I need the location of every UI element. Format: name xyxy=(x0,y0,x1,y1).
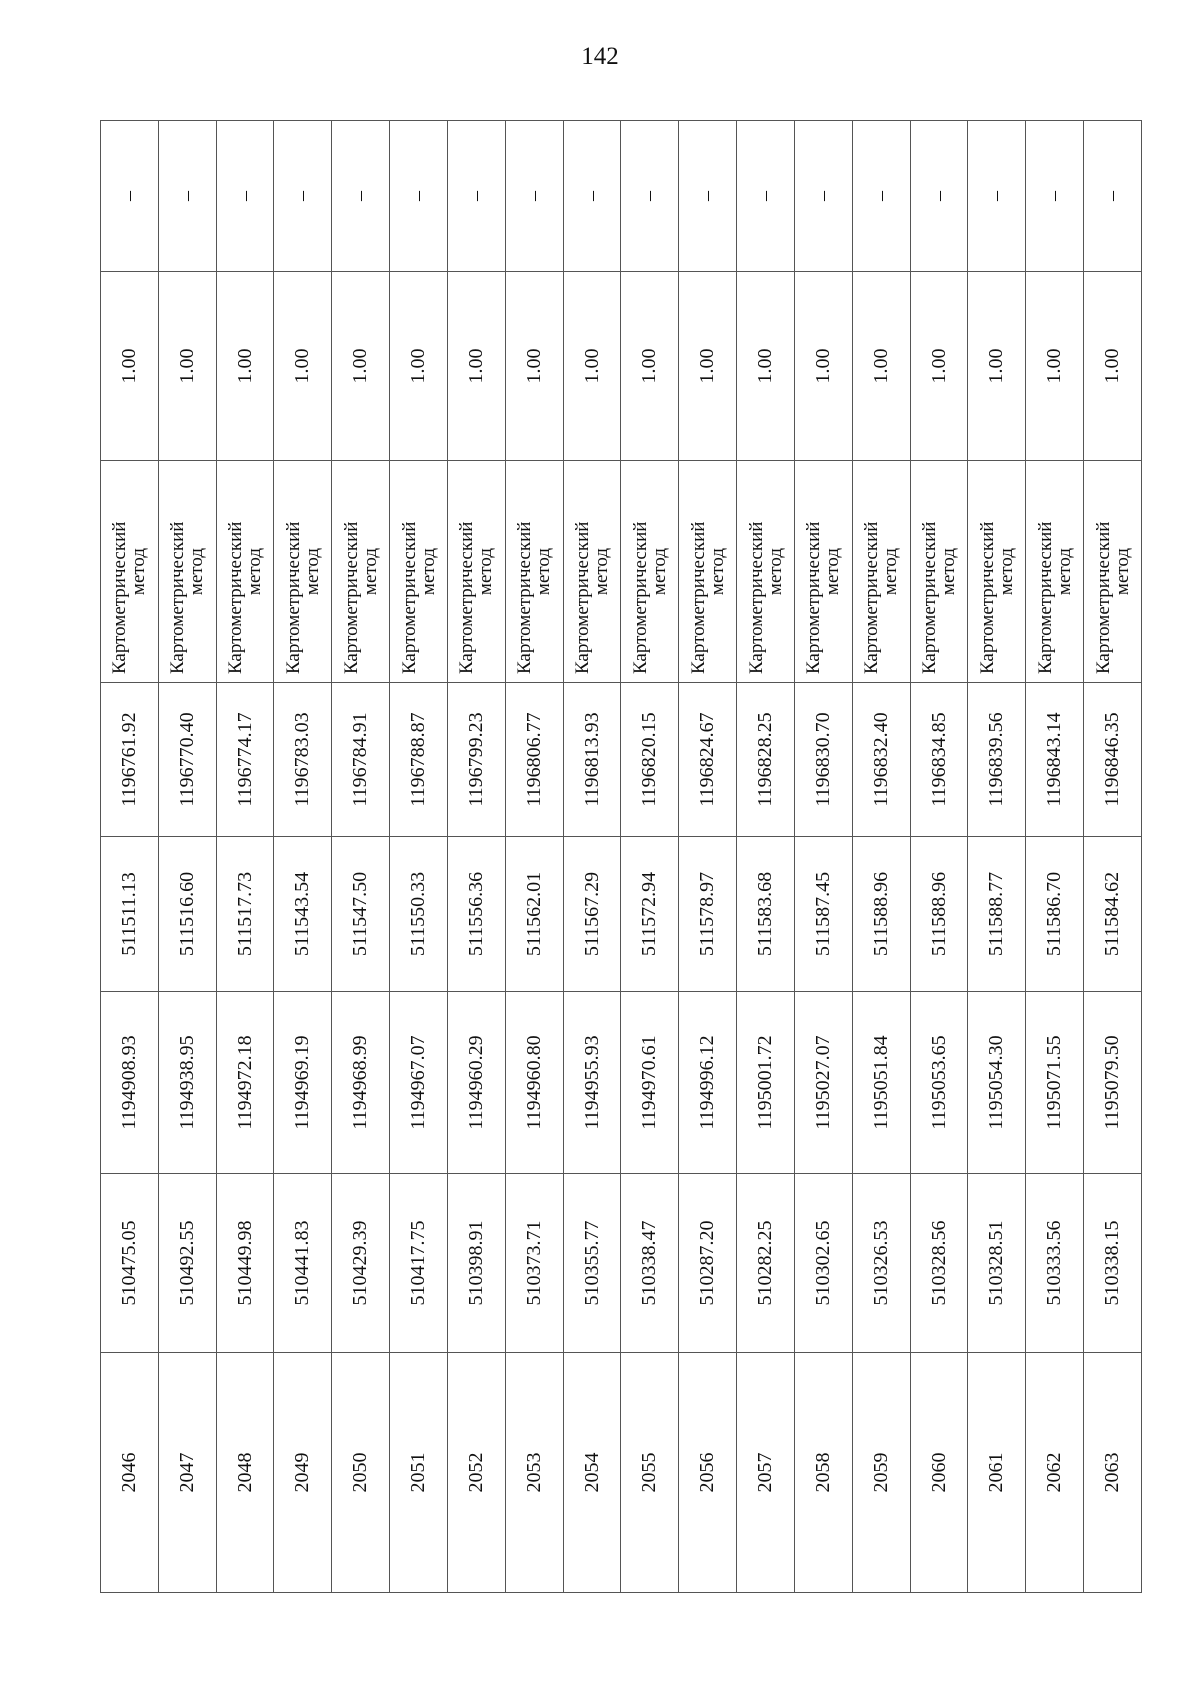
note-cell: – xyxy=(1026,121,1084,272)
note-cell: – xyxy=(910,121,968,272)
x-coordinate-cell: 510373.71 xyxy=(505,1174,563,1353)
method-line-1: Картометрический xyxy=(282,521,304,674)
y-coordinate-cell: 1194938.95 xyxy=(158,992,216,1174)
table-row xyxy=(1026,121,1084,1593)
method-cell xyxy=(737,461,795,683)
note-cell: – xyxy=(390,121,448,272)
note-cell: – xyxy=(505,121,563,272)
method-line-1: Картометрический xyxy=(1092,521,1114,674)
method-line-1: Картометрический xyxy=(1034,521,1056,674)
y-coordinate-2-cell: 1196784.91 xyxy=(332,683,390,837)
method-line-2: метод xyxy=(186,547,208,596)
method-line-1: Картометрический xyxy=(398,521,420,674)
table-row xyxy=(216,121,274,1593)
accuracy-cell: 1.00 xyxy=(621,272,679,461)
coordinates-table-wrapper xyxy=(100,121,1142,1593)
x-coordinate-2-cell: 511586.70 xyxy=(1026,837,1084,992)
x-coordinate-2-cell: 511588.96 xyxy=(910,837,968,992)
method-line-2: метод xyxy=(648,547,670,596)
table-row xyxy=(390,121,448,1593)
coordinates-table xyxy=(100,120,1142,1593)
y-coordinate-2-cell: 1196830.70 xyxy=(794,683,852,837)
y-coordinate-2-cell: 1196828.25 xyxy=(737,683,795,837)
x-coordinate-2-cell: 511516.60 xyxy=(158,837,216,992)
y-coordinate-cell: 1194908.93 xyxy=(101,992,159,1174)
y-coordinate-2-cell: 1196820.15 xyxy=(621,683,679,837)
y-coordinate-2-cell: 1196824.67 xyxy=(679,683,737,837)
table-row xyxy=(910,121,968,1593)
x-coordinate-cell: 510355.77 xyxy=(563,1174,621,1353)
accuracy-cell: 1.00 xyxy=(505,272,563,461)
method-line-1: Картометрический xyxy=(745,521,767,674)
y-coordinate-cell: 1194969.19 xyxy=(274,992,332,1174)
table-row xyxy=(621,121,679,1593)
x-coordinate-cell: 510417.75 xyxy=(390,1174,448,1353)
x-coordinate-cell: 510282.25 xyxy=(737,1174,795,1353)
y-coordinate-2-cell: 1196799.23 xyxy=(447,683,505,837)
method-line-2: метод xyxy=(706,547,728,596)
table-row xyxy=(332,121,390,1593)
y-coordinate-2-cell: 1196834.85 xyxy=(910,683,968,837)
note-cell: – xyxy=(852,121,910,272)
point-number-cell: 2057 xyxy=(737,1353,795,1593)
method-cell xyxy=(158,461,216,683)
table-row xyxy=(563,121,621,1593)
y-coordinate-cell: 1194996.12 xyxy=(679,992,737,1174)
x-coordinate-cell: 510338.47 xyxy=(621,1174,679,1353)
x-coordinate-cell: 510328.51 xyxy=(968,1174,1026,1353)
accuracy-cell: 1.00 xyxy=(1084,272,1142,461)
point-number-cell: 2054 xyxy=(563,1353,621,1593)
note-cell: – xyxy=(1084,121,1142,272)
x-coordinate-2-cell: 511584.62 xyxy=(1084,837,1142,992)
method-cell xyxy=(274,461,332,683)
method-line-1: Картометрический xyxy=(687,521,709,674)
y-coordinate-2-cell: 1196774.17 xyxy=(216,683,274,837)
method-line-1: Картометрический xyxy=(861,521,883,674)
method-cell xyxy=(563,461,621,683)
y-coordinate-cell: 1195053.65 xyxy=(910,992,968,1174)
method-line-2: метод xyxy=(533,547,555,596)
point-number-cell: 2055 xyxy=(621,1353,679,1593)
point-number-cell: 2046 xyxy=(101,1353,159,1593)
method-cell xyxy=(852,461,910,683)
method-cell xyxy=(794,461,852,683)
method-line-2: метод xyxy=(938,547,959,596)
y-coordinate-2-cell: 1196761.92 xyxy=(101,683,159,837)
x-coordinate-cell: 510328.56 xyxy=(910,1174,968,1353)
point-number-cell: 2047 xyxy=(158,1353,216,1593)
y-coordinate-cell: 1195027.07 xyxy=(794,992,852,1174)
y-coordinate-cell: 1194955.93 xyxy=(563,992,621,1174)
x-coordinate-2-cell: 511547.50 xyxy=(332,837,390,992)
method-line-1: Картометрический xyxy=(629,521,651,674)
method-cell xyxy=(505,461,563,683)
y-coordinate-2-cell: 1196806.77 xyxy=(505,683,563,837)
y-coordinate-cell: 1194967.07 xyxy=(390,992,448,1174)
method-line-2: метод xyxy=(1053,547,1075,596)
note-cell: – xyxy=(332,121,390,272)
method-cell xyxy=(910,461,968,683)
method-line-1: Картометрический xyxy=(514,521,536,674)
method-line-1: Картометрический xyxy=(225,521,247,674)
x-coordinate-cell: 510398.91 xyxy=(447,1174,505,1353)
x-coordinate-2-cell: 511567.29 xyxy=(563,837,621,992)
y-coordinate-cell: 1195071.55 xyxy=(1026,992,1084,1174)
y-coordinate-cell: 1194970.61 xyxy=(621,992,679,1174)
point-number-cell: 2056 xyxy=(679,1353,737,1593)
point-number-cell: 2060 xyxy=(910,1353,968,1593)
accuracy-cell: 1.00 xyxy=(332,272,390,461)
y-coordinate-2-cell: 1196846.35 xyxy=(1084,683,1142,837)
x-coordinate-2-cell: 511511.13 xyxy=(101,837,159,992)
accuracy-cell: 1.00 xyxy=(447,272,505,461)
table-row xyxy=(1084,121,1142,1593)
y-coordinate-cell: 1195079.50 xyxy=(1084,992,1142,1174)
method-cell xyxy=(216,461,274,683)
accuracy-cell: 1.00 xyxy=(216,272,274,461)
point-number-cell: 2048 xyxy=(216,1353,274,1593)
x-coordinate-cell: 510333.56 xyxy=(1026,1174,1084,1353)
accuracy-cell: 1.00 xyxy=(158,272,216,461)
method-line-2: метод xyxy=(359,547,381,596)
x-coordinate-cell: 510302.65 xyxy=(794,1174,852,1353)
note-cell: – xyxy=(274,121,332,272)
x-coordinate-2-cell: 511572.94 xyxy=(621,837,679,992)
note-cell: – xyxy=(968,121,1026,272)
y-coordinate-cell: 1195054.30 xyxy=(968,992,1026,1174)
y-coordinate-cell: 1194972.18 xyxy=(216,992,274,1174)
method-cell xyxy=(679,461,737,683)
x-coordinate-2-cell: 511587.45 xyxy=(794,837,852,992)
method-line-2: метод xyxy=(591,547,613,596)
method-line-2: метод xyxy=(475,547,497,596)
x-coordinate-2-cell: 511583.68 xyxy=(737,837,795,992)
x-coordinate-2-cell: 511543.54 xyxy=(274,837,332,992)
y-coordinate-2-cell: 1196832.40 xyxy=(852,683,910,837)
note-cell: – xyxy=(101,121,159,272)
method-cell xyxy=(332,461,390,683)
x-coordinate-2-cell: 511517.73 xyxy=(216,837,274,992)
point-number-cell: 2063 xyxy=(1084,1353,1142,1593)
method-line-1: Картометрический xyxy=(919,521,940,674)
method-line-2: метод xyxy=(764,547,786,596)
note-cell: – xyxy=(216,121,274,272)
table-row xyxy=(274,121,332,1593)
method-line-1: Картометрический xyxy=(456,521,478,674)
y-coordinate-2-cell: 1196839.56 xyxy=(968,683,1026,837)
method-line-1: Картометрический xyxy=(109,521,131,674)
note-cell: – xyxy=(621,121,679,272)
method-line-1: Картометрический xyxy=(340,521,362,674)
method-cell xyxy=(968,461,1026,683)
note-cell: – xyxy=(563,121,621,272)
point-number-cell: 2062 xyxy=(1026,1353,1084,1593)
point-number-cell: 2051 xyxy=(390,1353,448,1593)
method-cell xyxy=(390,461,448,683)
method-line-2: метод xyxy=(128,547,150,596)
method-line-2: метод xyxy=(301,547,323,596)
point-number-cell: 2061 xyxy=(968,1353,1026,1593)
x-coordinate-2-cell: 511588.77 xyxy=(968,837,1026,992)
x-coordinate-cell: 510441.83 xyxy=(274,1174,332,1353)
x-coordinate-2-cell: 511556.36 xyxy=(447,837,505,992)
accuracy-cell: 1.00 xyxy=(390,272,448,461)
y-coordinate-2-cell: 1196788.87 xyxy=(390,683,448,837)
table-row xyxy=(794,121,852,1593)
y-coordinate-2-cell: 1196843.14 xyxy=(1026,683,1084,837)
x-coordinate-cell: 510449.98 xyxy=(216,1174,274,1353)
accuracy-cell: 1.00 xyxy=(968,272,1026,461)
table-row xyxy=(679,121,737,1593)
method-line-2: метод xyxy=(880,547,902,596)
x-coordinate-cell: 510429.39 xyxy=(332,1174,390,1353)
point-number-cell: 2049 xyxy=(274,1353,332,1593)
point-number-cell: 2058 xyxy=(794,1353,852,1593)
y-coordinate-2-cell: 1196783.03 xyxy=(274,683,332,837)
method-line-1: Картометрический xyxy=(976,521,998,674)
x-coordinate-cell: 510287.20 xyxy=(679,1174,737,1353)
method-cell xyxy=(447,461,505,683)
table-row xyxy=(737,121,795,1593)
y-coordinate-cell: 1195051.84 xyxy=(852,992,910,1174)
point-number-cell: 2052 xyxy=(447,1353,505,1593)
y-coordinate-cell: 1194960.29 xyxy=(447,992,505,1174)
x-coordinate-cell: 510338.15 xyxy=(1084,1174,1142,1353)
method-line-1: Картометрический xyxy=(167,521,189,674)
table-row xyxy=(505,121,563,1593)
point-number-cell: 2059 xyxy=(852,1353,910,1593)
y-coordinate-cell: 1194968.99 xyxy=(332,992,390,1174)
accuracy-cell: 1.00 xyxy=(737,272,795,461)
accuracy-cell: 1.00 xyxy=(679,272,737,461)
y-coordinate-2-cell: 1196813.93 xyxy=(563,683,621,837)
method-cell xyxy=(1084,461,1142,683)
x-coordinate-2-cell: 511550.33 xyxy=(390,837,448,992)
method-line-2: метод xyxy=(995,547,1017,596)
point-number-cell: 2050 xyxy=(332,1353,390,1593)
x-coordinate-cell: 510492.55 xyxy=(158,1174,216,1353)
y-coordinate-cell: 1195001.72 xyxy=(737,992,795,1174)
accuracy-cell: 1.00 xyxy=(852,272,910,461)
x-coordinate-2-cell: 511588.96 xyxy=(852,837,910,992)
accuracy-cell: 1.00 xyxy=(274,272,332,461)
note-cell: – xyxy=(447,121,505,272)
y-coordinate-cell: 1194960.80 xyxy=(505,992,563,1174)
accuracy-cell: 1.00 xyxy=(1026,272,1084,461)
accuracy-cell: 1.00 xyxy=(910,272,968,461)
note-cell: – xyxy=(158,121,216,272)
method-line-2: метод xyxy=(1111,547,1133,596)
table-row xyxy=(852,121,910,1593)
method-cell xyxy=(621,461,679,683)
x-coordinate-cell: 510326.53 xyxy=(852,1174,910,1353)
accuracy-cell: 1.00 xyxy=(794,272,852,461)
method-line-2: метод xyxy=(417,547,439,596)
page-number: 142 xyxy=(581,43,619,70)
method-line-1: Картометрический xyxy=(803,521,825,674)
x-coordinate-2-cell: 511578.97 xyxy=(679,837,737,992)
note-cell: – xyxy=(794,121,852,272)
note-cell: – xyxy=(679,121,737,272)
table-row xyxy=(158,121,216,1593)
method-cell xyxy=(1026,461,1084,683)
method-line-2: метод xyxy=(822,547,844,596)
note-cell: – xyxy=(737,121,795,272)
x-coordinate-2-cell: 511562.01 xyxy=(505,837,563,992)
method-line-2: метод xyxy=(244,547,266,596)
method-cell xyxy=(101,461,159,683)
table-row xyxy=(968,121,1026,1593)
accuracy-cell: 1.00 xyxy=(101,272,159,461)
table-row xyxy=(447,121,505,1593)
y-coordinate-2-cell: 1196770.40 xyxy=(158,683,216,837)
point-number-cell: 2053 xyxy=(505,1353,563,1593)
accuracy-cell: 1.00 xyxy=(563,272,621,461)
x-coordinate-cell: 510475.05 xyxy=(101,1174,159,1353)
method-line-1: Картометрический xyxy=(572,521,594,674)
table-row xyxy=(101,121,159,1593)
